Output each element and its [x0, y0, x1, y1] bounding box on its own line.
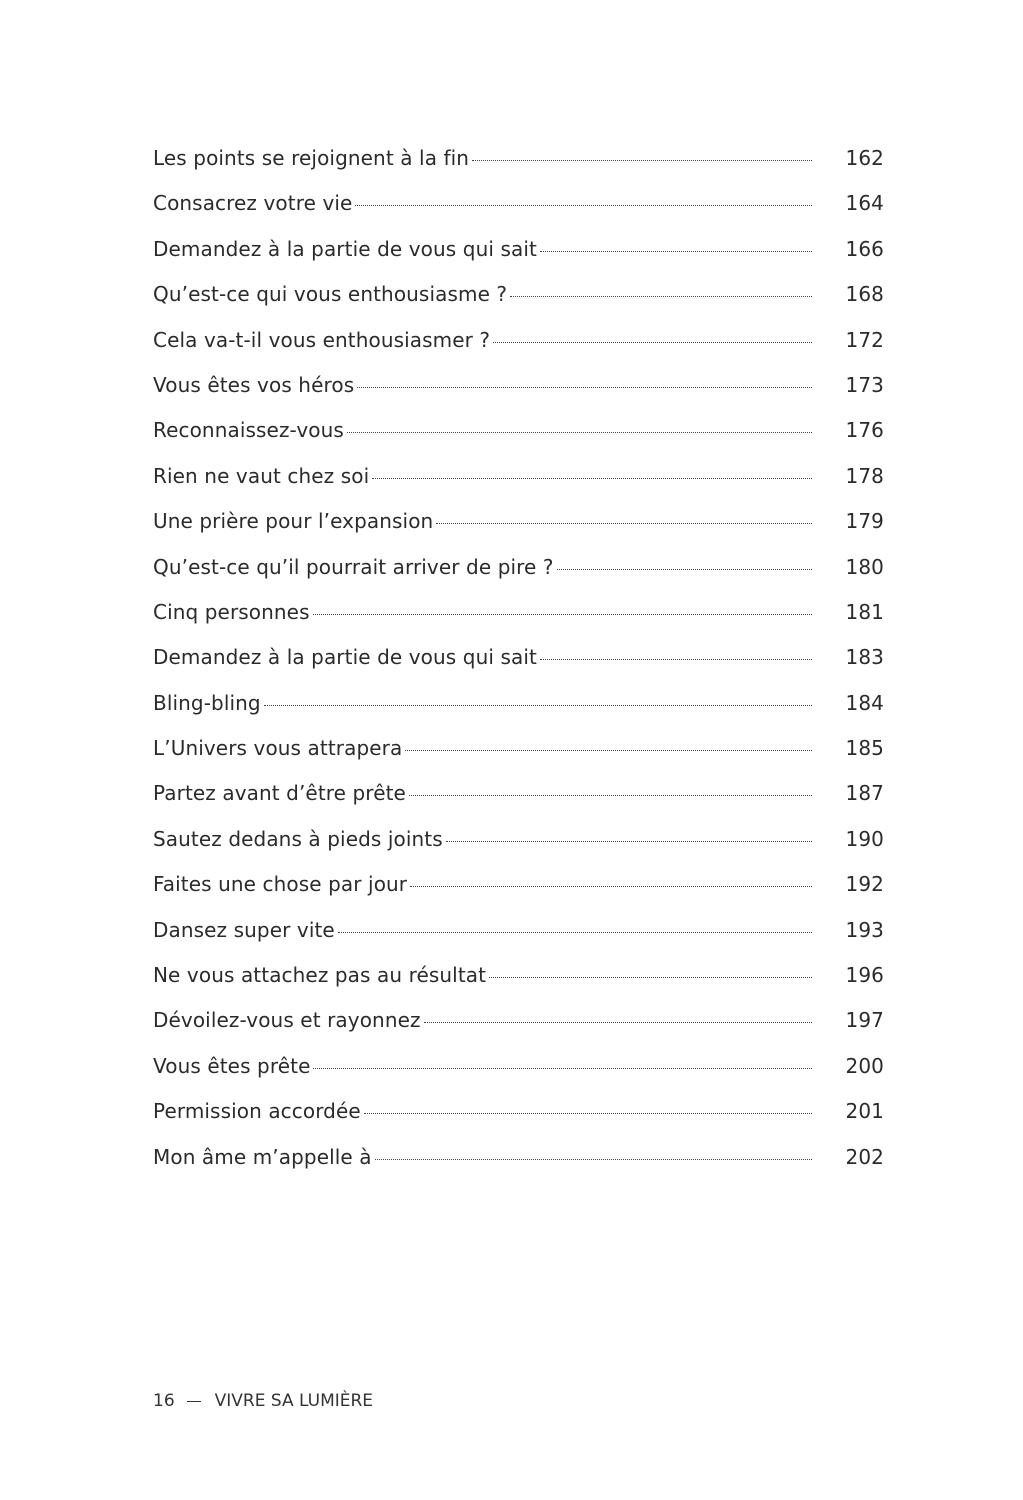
toc-entry-title: Reconnaissez-vous	[153, 418, 344, 443]
toc-entry-page-number: 172	[845, 327, 884, 352]
toc-entry-page-number: 176	[845, 418, 884, 443]
dot-leader	[375, 1157, 812, 1160]
toc-entry	[153, 136, 884, 181]
toc-entry-title: Une prière pour l’expansion	[153, 509, 434, 534]
toc-entry-title: Vous êtes prête	[153, 1053, 311, 1078]
toc-entry-title: Partez avant d’être prête	[153, 781, 406, 806]
toc-entry-page-number: 178	[845, 463, 884, 488]
toc-entry-page-number: 197	[845, 1008, 884, 1033]
toc-entry-title: Rien ne vaut chez soi	[153, 463, 370, 488]
toc-entry-page-number: 193	[845, 917, 884, 942]
toc-entry-page-number: 201	[845, 1099, 884, 1124]
toc-entry-title: Cinq personnes	[153, 599, 310, 624]
toc-entry-title: Demandez à la partie de vous qui sait	[153, 236, 537, 261]
toc-entry-page-number: 202	[845, 1144, 884, 1169]
toc-entry-page-number: 190	[845, 826, 884, 851]
dot-leader	[355, 203, 812, 206]
table-of-contents	[153, 136, 884, 1180]
toc-entry	[153, 590, 884, 635]
toc-entry	[153, 363, 884, 408]
dot-leader	[347, 430, 812, 433]
dot-leader	[446, 839, 812, 842]
toc-entry	[153, 908, 884, 953]
toc-entry-title: Cela va-t-il vous enthousiasmer ?	[153, 327, 491, 352]
page-footer	[153, 1391, 373, 1411]
toc-entry-title: Vous êtes vos héros	[153, 372, 355, 397]
toc-entry	[153, 227, 884, 272]
toc-entry-title: Qu’est-ce qu’il pourrait arriver de pire ?	[153, 554, 554, 579]
dot-leader	[313, 1066, 812, 1069]
dot-leader	[424, 1020, 812, 1023]
toc-entry-title: Permission accordée	[153, 1099, 361, 1124]
dot-leader	[493, 340, 812, 343]
toc-entry-page-number: 164	[845, 191, 884, 216]
toc-entry-page-number: 179	[845, 509, 884, 534]
toc-entry-page-number: 187	[845, 781, 884, 806]
toc-entry	[153, 953, 884, 998]
toc-entry	[153, 408, 884, 453]
toc-entry	[153, 1089, 884, 1134]
dot-leader	[472, 158, 812, 161]
dot-leader	[436, 521, 812, 524]
toc-entry	[153, 181, 884, 226]
toc-entry	[153, 545, 884, 590]
toc-entry-title: Qu’est-ce qui vous enthousiasme ?	[153, 282, 508, 307]
dot-leader	[313, 612, 812, 615]
toc-entry-title: Dansez super vite	[153, 917, 335, 942]
dot-leader	[540, 249, 812, 252]
toc-entry	[153, 862, 884, 907]
toc-entry-title: Les points se rejoignent à la fin	[153, 146, 470, 170]
toc-entry-title: Dévoilez-vous et rayonnez	[153, 1008, 421, 1033]
toc-entry	[153, 771, 884, 816]
footer-page-number: 16	[153, 1391, 175, 1411]
toc-entry	[153, 681, 884, 726]
dot-leader	[540, 657, 812, 660]
toc-entry-page-number: 200	[845, 1053, 884, 1078]
toc-entry-page-number: 183	[845, 645, 884, 670]
dot-leader	[557, 567, 812, 570]
toc-entry-page-number: 185	[845, 736, 884, 761]
toc-entry	[153, 454, 884, 499]
toc-entry-page-number: 181	[845, 599, 884, 624]
toc-entry	[153, 817, 884, 862]
toc-entry-title: Bling-bling	[153, 690, 261, 715]
dot-leader	[364, 1111, 812, 1114]
dot-leader	[410, 884, 812, 887]
toc-entry-page-number: 180	[845, 554, 884, 579]
dot-leader	[372, 476, 812, 479]
dot-leader	[264, 703, 812, 706]
toc-entry	[153, 726, 884, 771]
dot-leader	[338, 930, 812, 933]
toc-entry-page-number: 192	[845, 872, 884, 897]
toc-entry-title: Ne vous attachez pas au résultat	[153, 963, 487, 988]
toc-entry	[153, 272, 884, 317]
toc-entry	[153, 1044, 884, 1089]
dot-leader	[405, 748, 812, 751]
toc-entry-page-number: 168	[845, 282, 884, 307]
toc-entry-page-number: 162	[845, 146, 884, 170]
dot-leader	[489, 975, 812, 978]
toc-entry-page-number: 166	[845, 236, 884, 261]
dot-leader	[357, 385, 812, 388]
dot-leader	[409, 793, 812, 796]
toc-entry-title: L’Univers vous attrapera	[153, 736, 403, 761]
dot-leader	[510, 294, 812, 297]
footer-dash-separator	[187, 1401, 201, 1402]
toc-entry	[153, 318, 884, 363]
toc-entry	[153, 998, 884, 1043]
toc-entry	[153, 635, 884, 680]
toc-entry	[153, 1135, 884, 1180]
toc-entry-title: Demandez à la partie de vous qui sait	[153, 645, 537, 670]
toc-entry	[153, 499, 884, 544]
toc-entry-page-number: 173	[845, 372, 884, 397]
toc-entry-title: Faites une chose par jour	[153, 872, 408, 897]
toc-entry-title: Mon âme m’appelle à	[153, 1144, 372, 1169]
toc-entry-page-number: 184	[845, 690, 884, 715]
toc-entry-title: Consacrez votre vie	[153, 191, 353, 216]
toc-entry-page-number: 196	[845, 963, 884, 988]
toc-entry-title: Sautez dedans à pieds joints	[153, 826, 443, 851]
footer-book-title: VIVRE SA LUMIÈRE	[214, 1391, 374, 1411]
